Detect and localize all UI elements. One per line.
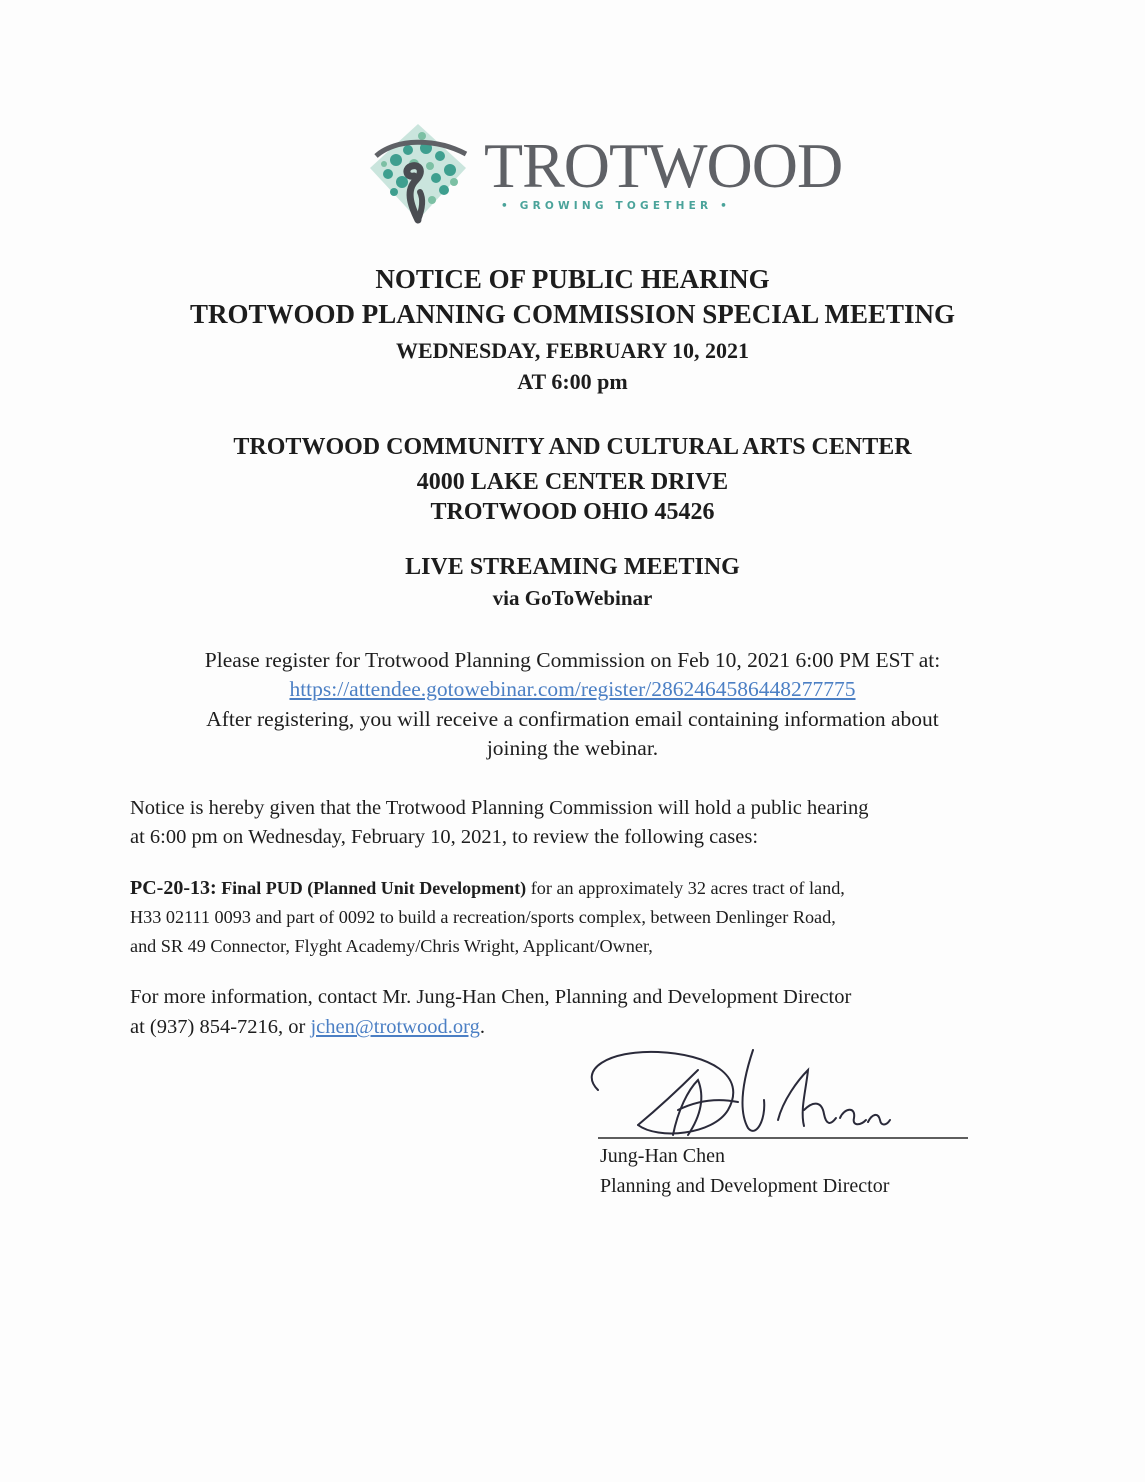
registration-line-2: After registering, you will receive a confirmation email containing information about bbox=[206, 707, 939, 731]
signatory-title: Planning and Development Director bbox=[600, 1175, 890, 1197]
case-line-3: and SR 49 Connector, Flyght Academy/Chris Wright, Applicant/Owner, bbox=[130, 936, 653, 956]
venue-street: 4000 LAKE CENTER DRIVE bbox=[416, 469, 729, 495]
trotwood-logo bbox=[366, 120, 843, 235]
notice-line-1: Notice is hereby given that the Trotwood Planning Commission will hold a public hearing bbox=[130, 797, 869, 819]
streaming-title: LIVE STREAMING MEETING bbox=[405, 554, 740, 580]
signatory-name: Jung-Han Chen bbox=[600, 1145, 725, 1167]
meeting-date: WEDNESDAY, FEBRUARY 10, 2021 bbox=[395, 338, 750, 363]
case-line-2: H33 02111 0093 and part of 0092 to build a recreation/sports complex, between Denlinger Road, bbox=[130, 907, 836, 927]
meeting-title: TROTWOOD PLANNING COMMISSION SPECIAL MEETING bbox=[189, 299, 956, 329]
contact-phone-text: at (937) 854-7216, or bbox=[130, 1016, 311, 1038]
streaming-platform: via GoToWebinar bbox=[492, 586, 653, 610]
meeting-time: AT 6:00 pm bbox=[517, 369, 628, 394]
venue-name: TROTWOOD COMMUNITY AND CULTURAL ARTS CENTER bbox=[233, 434, 912, 460]
case-code: PC-20-13: bbox=[130, 877, 217, 899]
case-line-1 bbox=[130, 874, 1030, 903]
registration-link[interactable]: https://attendee.gotowebinar.com/register/2862464586448277775 bbox=[289, 677, 856, 701]
contact-line-2-suffix: . bbox=[479, 1016, 485, 1038]
registration-line-1: Please register for Trotwood Planning Commission on Feb 10, 2021 6:00 PM EST at: bbox=[204, 648, 941, 672]
logo-tagline: • GROWING TOGETHER • bbox=[501, 200, 732, 212]
handwritten-signature bbox=[578, 1040, 978, 1150]
case-line-1-rest: for an approximately 32 acres tract of land, bbox=[526, 878, 845, 898]
contact-line-2 bbox=[130, 1012, 1030, 1042]
contact-email-link[interactable]: jchen@trotwood.org bbox=[310, 1016, 480, 1038]
logo-wordmark: TROTWOOD bbox=[484, 130, 843, 201]
tree-icon bbox=[366, 120, 476, 235]
notice-line-2: at 6:00 pm on Wednesday, February 10, 2021, to review the following cases: bbox=[130, 826, 759, 848]
notice-title: NOTICE OF PUBLIC HEARING bbox=[375, 264, 770, 294]
case-type: Final PUD (Planned Unit Development) bbox=[221, 878, 527, 898]
venue-city: TROTWOOD OHIO 45426 bbox=[430, 499, 715, 525]
contact-line-1: For more information, contact Mr. Jung-Han Chen, Planning and Development Director bbox=[130, 986, 852, 1008]
registration-line-3: joining the webinar. bbox=[486, 736, 659, 760]
